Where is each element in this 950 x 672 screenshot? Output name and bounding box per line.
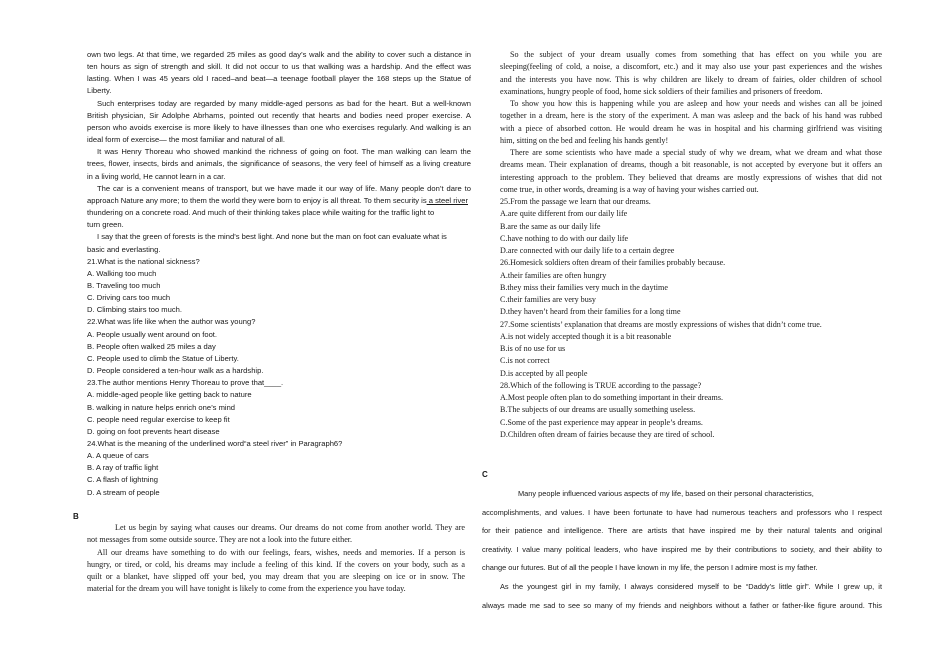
option-26c: C.their families are very busy bbox=[500, 295, 596, 304]
option-25d: D.are connected with our daily life to a certain degree bbox=[500, 246, 675, 255]
option-23c: C. people need regular exercise to keep fit bbox=[87, 414, 230, 424]
passage-c-body bbox=[482, 485, 882, 615]
option-27d: D.is accepted by all people bbox=[500, 368, 588, 378]
passage-a-column bbox=[87, 49, 471, 499]
passage-c-line: accomplishments, and values. I have been fortunate to have had numerous teachers and professors who I respect bbox=[482, 507, 882, 517]
passage-a-line: thundering on a concrete road. And much of their thinking takes place while waiting for the traffic light to bbox=[87, 208, 435, 218]
passage-b-line: and the interests you have now. This is why children are likely to dream of fairies, older children of school bbox=[500, 74, 882, 84]
passage-b-line: Let us begin by saying what causes our dreams. Our dreams do not come from another world. They are bbox=[115, 523, 465, 532]
question-27: 27.Some scientists’ explanation that dreams are mostly expressions of wishes that didn’t come true. bbox=[500, 319, 822, 329]
option-23b: B. walking in nature helps enrich one’s mind bbox=[87, 402, 236, 412]
passage-c-line: for their patience and intelligence. There are artists that have inspired me by their natural talents and original bbox=[482, 526, 882, 536]
underlined-steel-river: a steel river bbox=[426, 195, 468, 205]
passage-a-line: The car is a convenient means of transport, but we have made it our way of life. Many people don’t dare to bbox=[97, 183, 471, 193]
option-23d: D. going on foot prevents heart disease bbox=[87, 426, 220, 436]
passage-b-line: hungry, or tired, or cold, his dreams may include a feeling of this kind. If the covers on your body, such as a bbox=[87, 559, 465, 569]
option-25a: A.are quite different from our daily life bbox=[500, 209, 628, 219]
passage-b-line: not messages from some outside source. They are not a look into the future either. bbox=[87, 535, 353, 545]
passage-a-line: British physician, Sir Adolphe Abrhams, pointed out recently that hearts and bodies need proper exercise. A bbox=[87, 110, 471, 120]
passage-a-line: Liberty. bbox=[87, 86, 112, 96]
option-22c: C. People used to climb the Statue of Liberty. bbox=[87, 353, 239, 363]
option-21b: B. Traveling too much bbox=[87, 280, 161, 290]
question-28: 28.Which of the following is TRUE according to the passage? bbox=[500, 380, 702, 390]
option-21d: D. Climbing stairs too much. bbox=[87, 305, 182, 315]
question-24: 24.What is the meaning of the underlined word“a steel river” in Paragraph6? bbox=[87, 439, 343, 448]
passage-a-line: basic and everlasting. bbox=[87, 244, 161, 254]
passage-a-line: ten hours as sign of strength and skill. It did not occur to us that walking was a hardship. And the effect was bbox=[87, 62, 471, 72]
passage-a-line: in a living world, He cannot learn in a car. bbox=[87, 171, 226, 181]
question-21: 21.What is the national sickness? bbox=[87, 256, 200, 266]
option-24a: A. A queue of cars bbox=[87, 451, 149, 461]
question-25: 25.From the passage we learn that our dreams. bbox=[500, 197, 651, 206]
passage-b-line: sleeping(feeling of cold, a noise, a discomfort, etc.) and it may also use your past experiences and the wishes bbox=[500, 62, 882, 72]
passage-b-line: together in a dream, here is the story of the experiment. A man was asleep and the back of his hand was rubbed bbox=[500, 111, 882, 121]
option-24b: B. A ray of traffic light bbox=[87, 463, 159, 473]
passage-a-line: Such enterprises today are regarded by many middle-aged persons as bad for the heart. But a well-known bbox=[97, 98, 471, 108]
section-b-label: B bbox=[73, 512, 79, 521]
passage-a-line bbox=[87, 195, 471, 207]
option-25c: C.have nothing to do with our daily life bbox=[500, 233, 629, 243]
passage-b-body bbox=[87, 522, 465, 596]
passage-c-line: Many people influenced various aspects of my life, based on their personal characteristics, bbox=[518, 489, 814, 498]
section-c-label: C bbox=[482, 470, 488, 479]
option-28b: B.The subjects of our dreams are usually something useless. bbox=[500, 405, 696, 415]
passage-b-line: him, sitting on the bed and feeling his hands gently! bbox=[500, 135, 669, 145]
option-27c: C.is not correct bbox=[500, 356, 550, 366]
passage-b-continued-column bbox=[500, 49, 882, 441]
option-22d: D. People considered a ten-hour walk as a hardship. bbox=[87, 366, 264, 376]
option-26b: B.they miss their families very much in the daytime bbox=[500, 282, 668, 292]
option-28c: C.Some of the past experience may appear in people’s dreams. bbox=[500, 417, 703, 427]
option-23a: A. middle-aged people like getting back to nature bbox=[87, 390, 252, 400]
option-22a: A. People usually went around on foot. bbox=[87, 329, 218, 339]
passage-c-line: As the youngest girl in my family, I always considered myself to be “Daddy’s little girl”. While I grew up, it bbox=[500, 581, 882, 591]
passage-b-line: There are some scientists who have made a special study of why we dream, what we dream and what those bbox=[510, 148, 882, 157]
option-21a: A. Walking too much bbox=[87, 268, 157, 278]
passage-b-line: dreams mean. Their explanation of dreams, though a bit reasonable, is not accepted by everyone but it offers an bbox=[500, 160, 882, 170]
option-28d: D.Children often dream of fairies because they are tired of school. bbox=[500, 429, 715, 439]
passage-a-line: I say that the green of forests is the mind’s best light. And none but the man on foot can evaluate what is bbox=[97, 232, 447, 242]
question-22: 22.What was life like when the author was young? bbox=[87, 317, 256, 327]
passage-a-line: turn green. bbox=[87, 220, 124, 230]
passage-b-line: examinations, hungry people of food, home sick soldiers of their families and prisoners of freedom. bbox=[500, 86, 823, 96]
passage-a-line: trees, flower, insects, birds and animals, the significance of seasons, the very feel of himself as a living creature bbox=[87, 159, 471, 169]
passage-a-line: own two legs. At that time, we regarded 25 miles as good day’s walk and the ability to cover such a distance in bbox=[87, 50, 471, 59]
passage-a-line: ideal form of exercise— the most familiar and natural of all. bbox=[87, 135, 285, 145]
passage-b-line: material for the dream you will have tonight is likely to come from the experience you have today. bbox=[87, 584, 406, 594]
option-25b: B.are the same as our daily life bbox=[500, 221, 601, 231]
passage-b-line: quilt or a blanket, have slipped off your bed, you may dream that you are sleeping on ice or in snow. The bbox=[87, 572, 465, 582]
option-21c: C. Driving cars too much bbox=[87, 293, 171, 303]
passage-c-line: always made me sad to see so many of my friends and neighbors without a father or father-like figure around. This bbox=[482, 600, 882, 610]
passage-b-line: All our dreams have something to do with our feelings, fears, wishes, needs and memories. If a person is bbox=[97, 547, 465, 557]
passage-a-line: It was Henry Thoreau who showed mankind the richness of going on foot. The man walking can learn the bbox=[97, 147, 471, 157]
option-22b: B. People often walked 25 miles a day bbox=[87, 341, 216, 351]
option-26d: D.they haven’t heard from their families for a long time bbox=[500, 307, 681, 317]
passage-b-line: come true, in other words, dreaming is a way of having your wishes carried out. bbox=[500, 184, 759, 194]
passage-c-line: creativity. I value many political leaders, who have inspired me by their contributions to society, and their ability to bbox=[482, 544, 882, 554]
passage-b-line: So the subject of your dream usually comes from something that has effect on you while you are bbox=[510, 50, 882, 59]
option-28a: A.Most people often plan to do something important in their dreams. bbox=[500, 393, 723, 402]
passage-a-line: person who avoids exercise is more likely to have illnesses than one who exercises regularly. And walking is an bbox=[87, 122, 471, 132]
option-24c: C. A flash of lightning bbox=[87, 475, 158, 485]
option-27a: A.is not widely accepted though it is a bit reasonable bbox=[500, 331, 672, 341]
option-24d: D. A stream of people bbox=[87, 487, 160, 497]
passage-a-text: approach Nature any more; to them the world they were born to enjoy is all threat. To them security is bbox=[87, 195, 427, 205]
question-26: 26.Homesick soldiers often dream of their families probably because. bbox=[500, 258, 726, 268]
passage-b-line: interesting approach to the problem. They believed that dreams are mostly expressions of wishes that did not bbox=[500, 172, 882, 182]
option-27b: B.is of no use for us bbox=[500, 344, 566, 353]
question-23: 23.The author mentions Henry Thoreau to prove that____. bbox=[87, 378, 284, 388]
passage-b-line: with a piece of absorbed cotton. He would dream he was in hospital and his charming girlfriend was visiting bbox=[500, 123, 882, 133]
passage-b-line: To show you how this is happening while you are asleep and how your needs and wishes can all be joined bbox=[510, 99, 882, 108]
passage-a-line: lasting. When I was 45 years old I raced–and beat—a teenage football player the 168 steps up the Statue of bbox=[87, 74, 471, 84]
option-26a: A.their families are often hungry bbox=[500, 270, 607, 280]
passage-c-line: change our futures. But of all the people I have known in my life, the person I admire most is my father. bbox=[482, 563, 818, 573]
